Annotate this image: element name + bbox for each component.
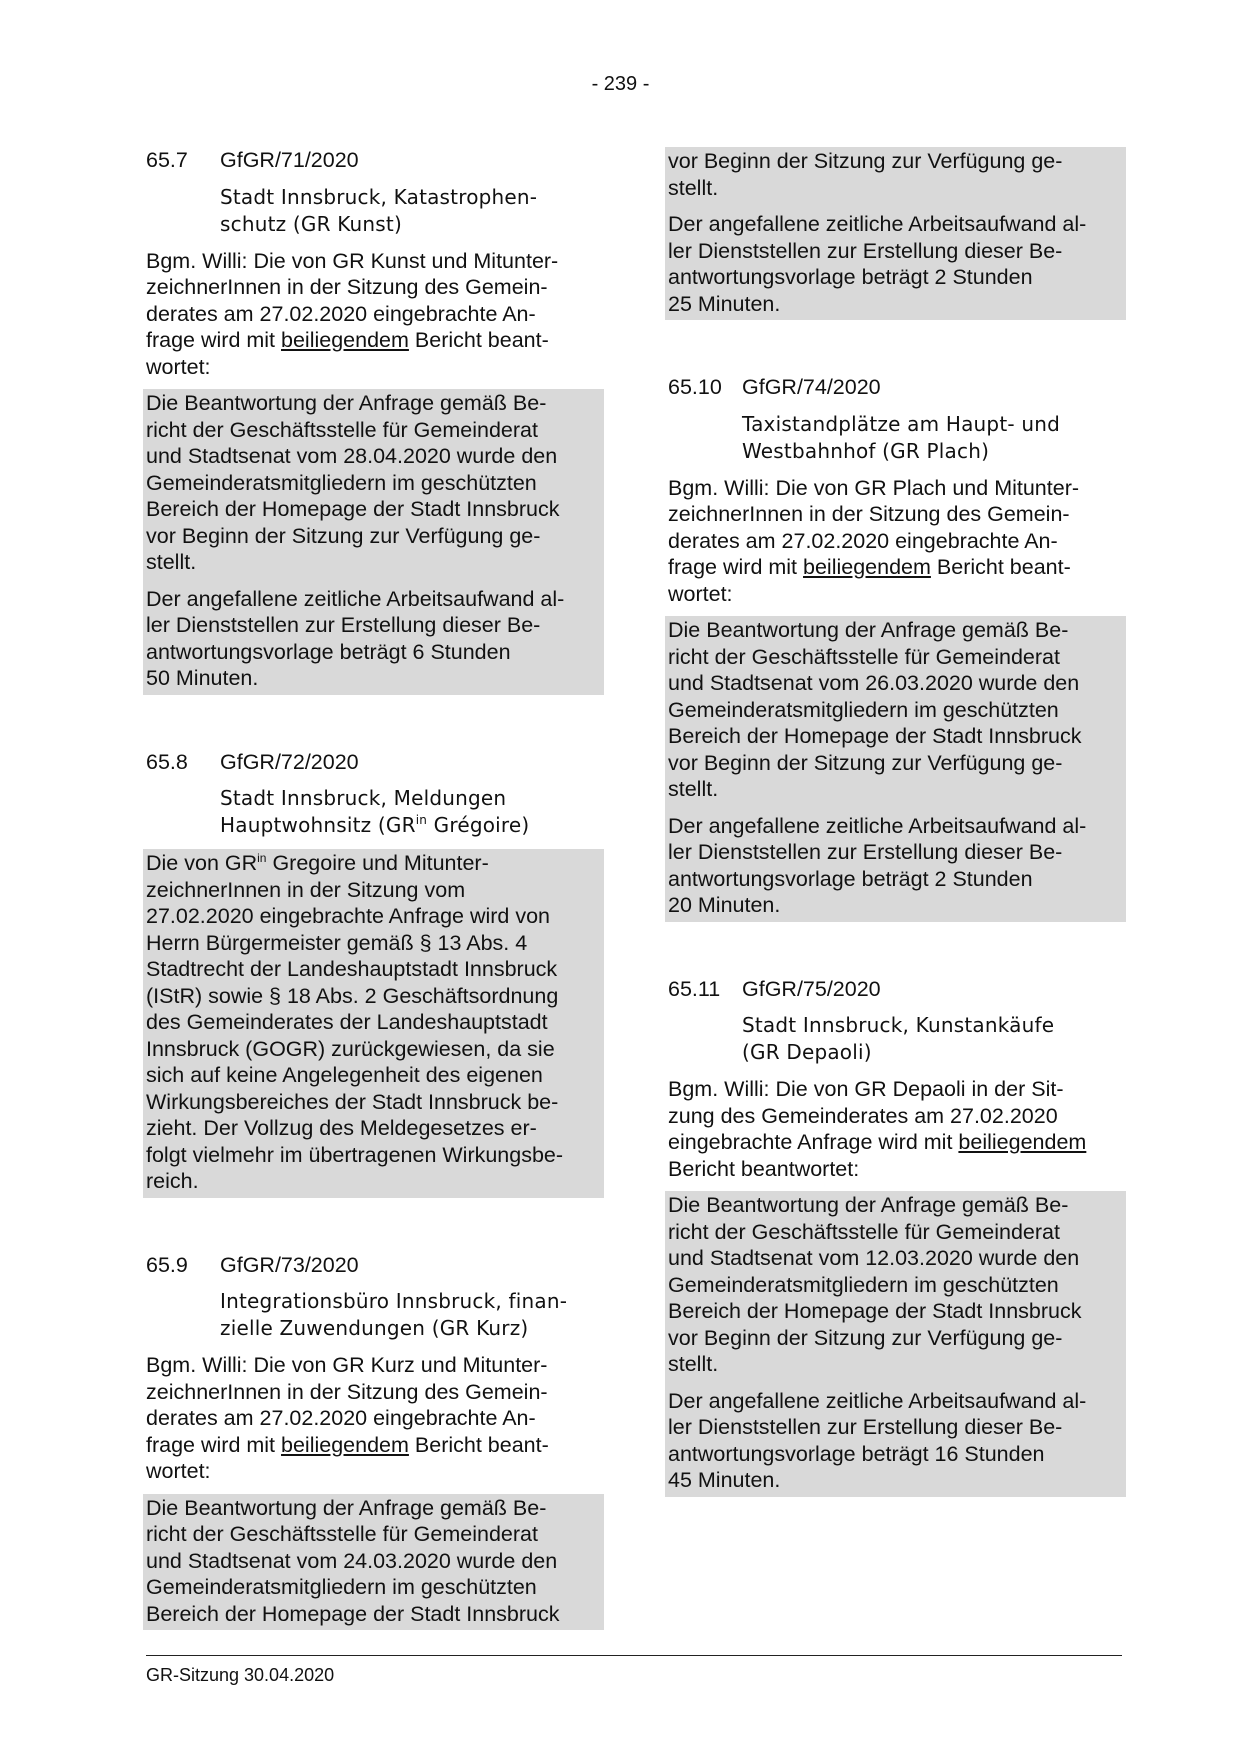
effort-line: 20 Minuten. <box>668 893 781 917</box>
intro-line: derates am 27.02.2020 eingebrachte An- <box>668 528 1058 553</box>
effort-line: ler Dienststellen zur Erstellung dieser Be- <box>668 1415 1063 1439</box>
intro-line: derates am 27.02.2020 eingebrachte An- <box>146 301 536 326</box>
title-line: Integrationsbüro Innsbruck, finan- <box>220 1289 568 1313</box>
effort-line: 45 Minuten. <box>668 1468 781 1492</box>
answer-line: Bereich der Homepage der Stadt Innsbruck <box>668 1299 1082 1323</box>
answer-line: vor Beginn der Sitzung zur Verfügung ge- <box>146 523 541 548</box>
item-number: 65.10 <box>668 375 722 399</box>
item-title <box>742 1012 1122 1066</box>
intro-line <box>146 1432 604 1459</box>
answer-line: Die Beantwortung der Anfrage gemäß Be- <box>668 1193 1069 1217</box>
answer-line: Bereich der Homepage der Stadt Innsbruck <box>146 1601 560 1626</box>
intro-text: eingebrachte Anfrage wird mit <box>668 1130 959 1154</box>
intro-line: wortet: <box>668 581 733 606</box>
answer-line: und Stadtsenat vom 28.04.2020 wurde den <box>146 444 558 468</box>
item-code: GfGR/74/2020 <box>742 375 881 399</box>
answer-text: Gregoire und Mitunter- <box>266 851 489 875</box>
intro-line: wortet: <box>146 354 211 379</box>
answer-line: Gemeinderatsmitgliedern im geschützten <box>668 1272 1059 1297</box>
effort-paragraph <box>668 211 1123 317</box>
intro-line <box>668 1129 1126 1156</box>
item-heading <box>668 976 1126 1003</box>
effort-line: ler Dienststellen zur Erstellung dieser Be- <box>668 238 1063 263</box>
intro-line <box>146 327 604 354</box>
intro-line <box>668 554 1126 581</box>
item-number: 65.11 <box>668 976 721 1001</box>
intro-line: Bgm. Willi: Die von GR Kurz und Mitunter- <box>146 1353 548 1377</box>
effort-line: Der angefallene zeitliche Arbeitsaufwand al- <box>668 212 1087 236</box>
answer-line: Bereich der Homepage der Stadt Innsbruck <box>146 497 560 521</box>
item-title <box>220 184 600 238</box>
answer-line: stellt. <box>146 550 197 574</box>
answer-line: richt der Geschäftsstelle für Gemeinderat <box>668 1219 1060 1244</box>
effort-paragraph <box>668 1388 1123 1494</box>
answer-text: Die von GR <box>146 851 258 875</box>
title-line: Taxistandplätze am Haupt- und <box>742 411 1060 436</box>
title-line: schutz (GR Kunst) <box>220 211 402 236</box>
attachment-link[interactable]: beiliegendem <box>958 1130 1087 1154</box>
answer-line: zeichnerInnen in der Sitzung vom <box>146 877 466 902</box>
title-line: Stadt Innsbruck, Meldungen <box>220 786 507 810</box>
answer-line: sich auf keine Angelegenheit des eigenen <box>146 1063 543 1087</box>
title-line: zielle Zuwendungen (GR Kurz) <box>220 1316 529 1340</box>
answer-line: richt der Geschäftsstelle für Gemeinderat <box>668 644 1060 669</box>
answer-box <box>665 616 1126 922</box>
intro-line: Bgm. Willi: Die von GR Kunst und Mitunter- <box>146 248 559 273</box>
intro-line: zeichnerInnen in der Sitzung des Gemein- <box>146 1379 548 1404</box>
item-heading <box>668 374 1126 401</box>
intro-text: frage wird mit <box>146 1432 282 1457</box>
item-title <box>742 411 1122 465</box>
title-line <box>220 812 600 839</box>
intro-line: zeichnerInnen in der Sitzung des Gemein- <box>146 275 548 299</box>
effort-line: antwortungsvorlage beträgt 6 Stunden <box>146 639 511 664</box>
answer-paragraph <box>668 617 1123 803</box>
answer-box <box>143 849 604 1198</box>
effort-line: 50 Minuten. <box>146 666 259 690</box>
effort-paragraph <box>146 586 601 692</box>
intro-line: Bericht beantwortet: <box>668 1156 860 1181</box>
item-heading <box>146 749 604 776</box>
item-number: 65.7 <box>146 148 188 172</box>
answer-line: und Stadtsenat vom 26.03.2020 wurde den <box>668 671 1080 695</box>
title-line: Stadt Innsbruck, Kunstankäufe <box>742 1013 1055 1037</box>
effort-line: antwortungsvorlage beträgt 2 Stunden <box>668 866 1033 891</box>
item-code: GfGR/72/2020 <box>220 749 359 774</box>
intro-line: zeichnerInnen in der Sitzung des Gemein- <box>668 502 1070 526</box>
answer-superscript: in <box>257 851 267 865</box>
answer-line: Gemeinderatsmitgliedern im geschützten <box>146 470 537 495</box>
answer-line: zieht. Der Vollzug des Meldegesetzes er- <box>146 1116 537 1140</box>
item-intro <box>668 475 1126 608</box>
intro-text: frage wird mit <box>668 555 804 579</box>
title-text: Hauptwohnsitz (GR <box>220 813 416 837</box>
effort-line: ler Dienststellen zur Erstellung dieser Be- <box>668 840 1063 864</box>
item-code: GfGR/73/2020 <box>220 1252 359 1277</box>
attachment-link[interactable]: beiliegendem <box>803 555 931 579</box>
answer-line: stellt. <box>668 777 719 801</box>
answer-line: des Gemeinderates der Landeshauptstadt <box>146 1010 548 1034</box>
answer-line: stellt. <box>668 175 719 200</box>
answer-line: Die Beantwortung der Anfrage gemäß Be- <box>668 618 1069 642</box>
effort-line: Der angefallene zeitliche Arbeitsaufwand al- <box>668 1388 1087 1413</box>
answer-line: Herrn Bürgermeister gemäß § 13 Abs. 4 <box>146 930 528 955</box>
intro-text: Bericht beant- <box>408 1432 549 1457</box>
intro-text: frage wird mit <box>146 328 282 352</box>
effort-line: ler Dienststellen zur Erstellung dieser Be- <box>146 613 541 637</box>
answer-line: und Stadtsenat vom 24.03.2020 wurde den <box>146 1548 558 1573</box>
effort-line: Der angefallene zeitliche Arbeitsaufwand al- <box>146 586 565 611</box>
answer-box <box>665 1191 1126 1497</box>
answer-line: (IStR) sowie § 18 Abs. 2 Geschäftsordnung <box>146 983 559 1008</box>
item-title <box>220 785 600 839</box>
answer-line: vor Beginn der Sitzung zur Verfügung ge- <box>668 750 1063 775</box>
answer-paragraph <box>146 1495 601 1628</box>
title-line: (GR Depaoli) <box>742 1040 872 1064</box>
answer-line: stellt. <box>668 1352 719 1376</box>
answer-line: richt der Geschäftsstelle für Gemeinderat <box>146 417 538 442</box>
answer-box-continued <box>665 147 1126 320</box>
answer-line: Gemeinderatsmitgliedern im geschützten <box>146 1575 537 1599</box>
answer-line: Stadtrecht der Landeshauptstadt Innsbruck <box>146 957 558 981</box>
item-heading <box>146 1252 604 1279</box>
answer-line: Gemeinderatsmitgliedern im geschützten <box>668 697 1059 722</box>
intro-line: wortet: <box>146 1459 211 1483</box>
effort-line: Der angefallene zeitliche Arbeitsaufwand al- <box>668 813 1087 838</box>
intro-line: Bgm. Willi: Die von GR Depaoli in der Sit- <box>668 1077 1064 1101</box>
answer-line: Die Beantwortung der Anfrage gemäß Be- <box>146 1495 547 1520</box>
intro-text: Bericht beant- <box>408 328 549 352</box>
answer-paragraph <box>668 148 1123 201</box>
answer-line: vor Beginn der Sitzung zur Verfügung ge- <box>668 1325 1063 1350</box>
item-number: 65.8 <box>146 749 188 774</box>
attachment-link[interactable]: beiliegendem <box>281 1432 409 1457</box>
item-intro <box>146 1352 604 1485</box>
item-title <box>220 1288 600 1342</box>
right-column <box>668 147 1126 1497</box>
intro-line: derates am 27.02.2020 eingebrachte An- <box>146 1406 536 1430</box>
answer-paragraph <box>146 390 601 576</box>
item-heading <box>146 147 604 174</box>
footer-divider <box>146 1655 1122 1656</box>
attachment-link[interactable]: beiliegendem <box>281 328 409 352</box>
answer-line: Bereich der Homepage der Stadt Innsbruck <box>668 724 1082 748</box>
effort-line: 25 Minuten. <box>668 291 781 316</box>
answer-line: folgt vielmehr im übertragenen Wirkungsbe- <box>146 1142 564 1167</box>
answer-line: Die Beantwortung der Anfrage gemäß Be- <box>146 391 547 415</box>
answer-paragraph <box>146 850 601 1195</box>
intro-line: zung des Gemeinderates am 27.02.2020 <box>668 1103 1058 1128</box>
effort-line: antwortungsvorlage beträgt 2 Stunden <box>668 265 1033 289</box>
answer-line: reich. <box>146 1169 199 1193</box>
item-code: GfGR/71/2020 <box>220 148 359 172</box>
title-superscript: in <box>415 813 428 827</box>
answer-line: vor Beginn der Sitzung zur Verfügung ge- <box>668 149 1063 173</box>
intro-text: Bericht beant- <box>930 555 1071 579</box>
footer-text: GR-Sitzung 30.04.2020 <box>146 1665 335 1685</box>
title-line: Stadt Innsbruck, Katastrophen- <box>220 184 538 209</box>
title-text: Grégoire) <box>427 813 530 837</box>
item-number: 65.9 <box>146 1252 188 1277</box>
item-intro <box>668 1076 1126 1182</box>
effort-paragraph <box>668 813 1123 919</box>
item-intro <box>146 248 604 381</box>
answer-line: und Stadtsenat vom 12.03.2020 wurde den <box>668 1246 1080 1270</box>
page-number: - 239 - <box>591 73 650 95</box>
answer-line: Wirkungsbereiches der Stadt Innsbruck be- <box>146 1089 559 1114</box>
item-code: GfGR/75/2020 <box>742 976 881 1001</box>
answer-line: richt der Geschäftsstelle für Gemeinderat <box>146 1522 538 1546</box>
answer-paragraph <box>668 1192 1123 1378</box>
answer-box <box>143 389 604 695</box>
left-column <box>146 147 604 1630</box>
effort-line: antwortungsvorlage beträgt 16 Stunden <box>668 1441 1045 1466</box>
answer-line: Innsbruck (GOGR) zurückgewiesen, da sie <box>146 1036 555 1061</box>
answer-box <box>143 1494 604 1631</box>
answer-line: 27.02.2020 eingebrachte Anfrage wird von <box>146 904 551 928</box>
intro-line: Bgm. Willi: Die von GR Plach und Mitunter- <box>668 475 1080 500</box>
title-line: Westbahnhof (GR Plach) <box>742 438 990 463</box>
